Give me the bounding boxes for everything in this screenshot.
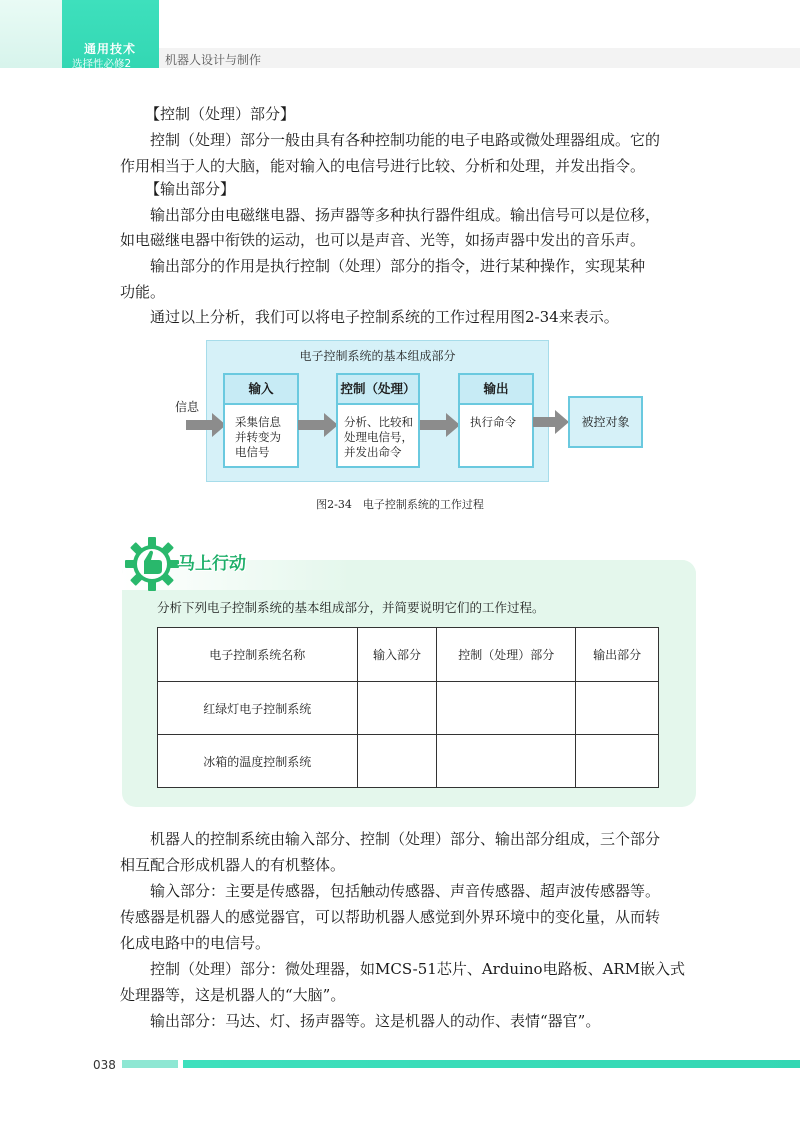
output-paragraph2-line2: 功能。 <box>120 283 166 301</box>
robot-paragraph4: 输出部分：马达、灯、扬声器等。这是机器人的动作、表情“器官”。 <box>150 1012 601 1030</box>
module-control-line: 处理电信号， <box>344 430 413 444</box>
diagram-intro: 通过以上分析，我们可以将电子控制系统的工作过程用图2-34来表示。 <box>150 308 619 326</box>
controlled-object-box: 被控对象 <box>568 396 643 448</box>
module-control <box>336 373 420 468</box>
table-row-name: 冰箱的温度控制系统 <box>158 735 358 788</box>
output-paragraph1-line1: 输出部分由电磁继电器、扬声器等多种执行器件组成。输出信号可以是位移， <box>150 206 661 224</box>
footer-bar-left <box>122 1060 178 1068</box>
module-input-line: 并转变为 <box>235 430 281 444</box>
arrow-icon-control-output <box>420 413 460 437</box>
table-header-cell: 输出部分 <box>576 628 659 682</box>
gear-hand-icon <box>124 536 180 592</box>
activity-table <box>157 627 659 788</box>
table-cell-control[interactable] <box>437 735 576 788</box>
diagram-title: 电子控制系统的基本组成部分 <box>299 349 456 363</box>
module-output-body <box>460 405 532 430</box>
robot-paragraph3-line2: 处理器等，这是机器人的“大脑”。 <box>120 986 346 1004</box>
activity-instruction: 分析下列电子控制系统的基本组成部分，并简要说明它们的工作过程。 <box>157 600 545 615</box>
page-number: 038 <box>93 1058 116 1072</box>
module-control-head: 控制（处理） <box>338 375 418 405</box>
robot-paragraph1-line1: 机器人的控制系统由输入部分、控制（处理）部分、输出部分组成，三个部分 <box>150 830 661 848</box>
module-input-line: 电信号 <box>235 445 270 459</box>
output-paragraph2-line1: 输出部分的作用是执行控制（处理）部分的指令，进行某种操作，实现某种 <box>150 257 646 275</box>
arrow-icon-output-target <box>533 410 569 434</box>
table-row-name: 红绿灯电子控制系统 <box>158 682 358 735</box>
header-left-strip <box>0 0 62 68</box>
table-row <box>158 735 659 788</box>
output-paragraph1-line2: 如电磁继电器中衔铁的运动，也可以是声音、光等，如扬声器中发出的音乐声。 <box>120 231 646 249</box>
module-input-head: 输入 <box>225 375 297 405</box>
table-cell-input[interactable] <box>357 682 437 735</box>
module-input-body <box>225 405 297 460</box>
output-heading: 【输出部分】 <box>145 180 236 198</box>
control-paragraph-line2: 作用相当于人的大脑，能对输入的电信号进行比较、分析和处理，并发出指令。 <box>120 157 646 175</box>
module-control-body <box>338 405 418 460</box>
module-output-line: 执行命令 <box>470 415 516 429</box>
header-volume: 选择性必修2 <box>72 58 132 70</box>
module-input-line: 采集信息 <box>235 415 281 429</box>
footer-bar-right <box>183 1060 800 1068</box>
robot-paragraph2-line2: 传感器是机器人的感觉器官，可以帮助机器人感觉到外界环境中的变化量，从而转 <box>120 908 661 926</box>
diagram-info-label: 信息 <box>175 400 200 414</box>
module-control-line: 分析、比较和 <box>344 415 413 429</box>
module-output-head: 输出 <box>460 375 532 405</box>
table-header-row <box>158 628 659 682</box>
module-control-line: 并发出命令 <box>344 445 402 459</box>
robot-paragraph3-line1: 控制（处理）部分：微处理器，如MCS-51芯片、Arduino电路板、ARM嵌入式 <box>150 960 686 978</box>
module-input <box>223 373 299 468</box>
control-paragraph-line1: 控制（处理）部分一般由具有各种控制功能的电子电路或微处理器组成。它的 <box>150 131 661 149</box>
arrow-icon-info <box>186 413 226 437</box>
table-cell-control[interactable] <box>437 682 576 735</box>
arrow-icon-input-control <box>298 413 338 437</box>
robot-paragraph2-line3: 化成电路中的电信号。 <box>120 934 271 952</box>
table-cell-output[interactable] <box>576 735 659 788</box>
table-header-cell: 控制（处理）部分 <box>437 628 576 682</box>
header-book-title: 机器人设计与制作 <box>165 53 262 67</box>
activity-title: 马上行动 <box>178 554 246 574</box>
table-header-cell: 输入部分 <box>357 628 437 682</box>
table-row <box>158 682 659 735</box>
control-heading: 【控制（处理）部分】 <box>145 105 296 123</box>
robot-paragraph1-line2: 相互配合形成机器人的有机整体。 <box>120 856 346 874</box>
module-output <box>458 373 534 468</box>
table-cell-input[interactable] <box>357 735 437 788</box>
robot-paragraph2-line1: 输入部分：主要是传感器，包括触动传感器、声音传感器、超声波传感器等。 <box>150 882 661 900</box>
table-header-cell: 电子控制系统名称 <box>158 628 358 682</box>
header-subject: 通用技术 <box>84 42 137 56</box>
table-cell-output[interactable] <box>576 682 659 735</box>
figure-caption: 图2-34 电子控制系统的工作过程 <box>316 498 484 511</box>
